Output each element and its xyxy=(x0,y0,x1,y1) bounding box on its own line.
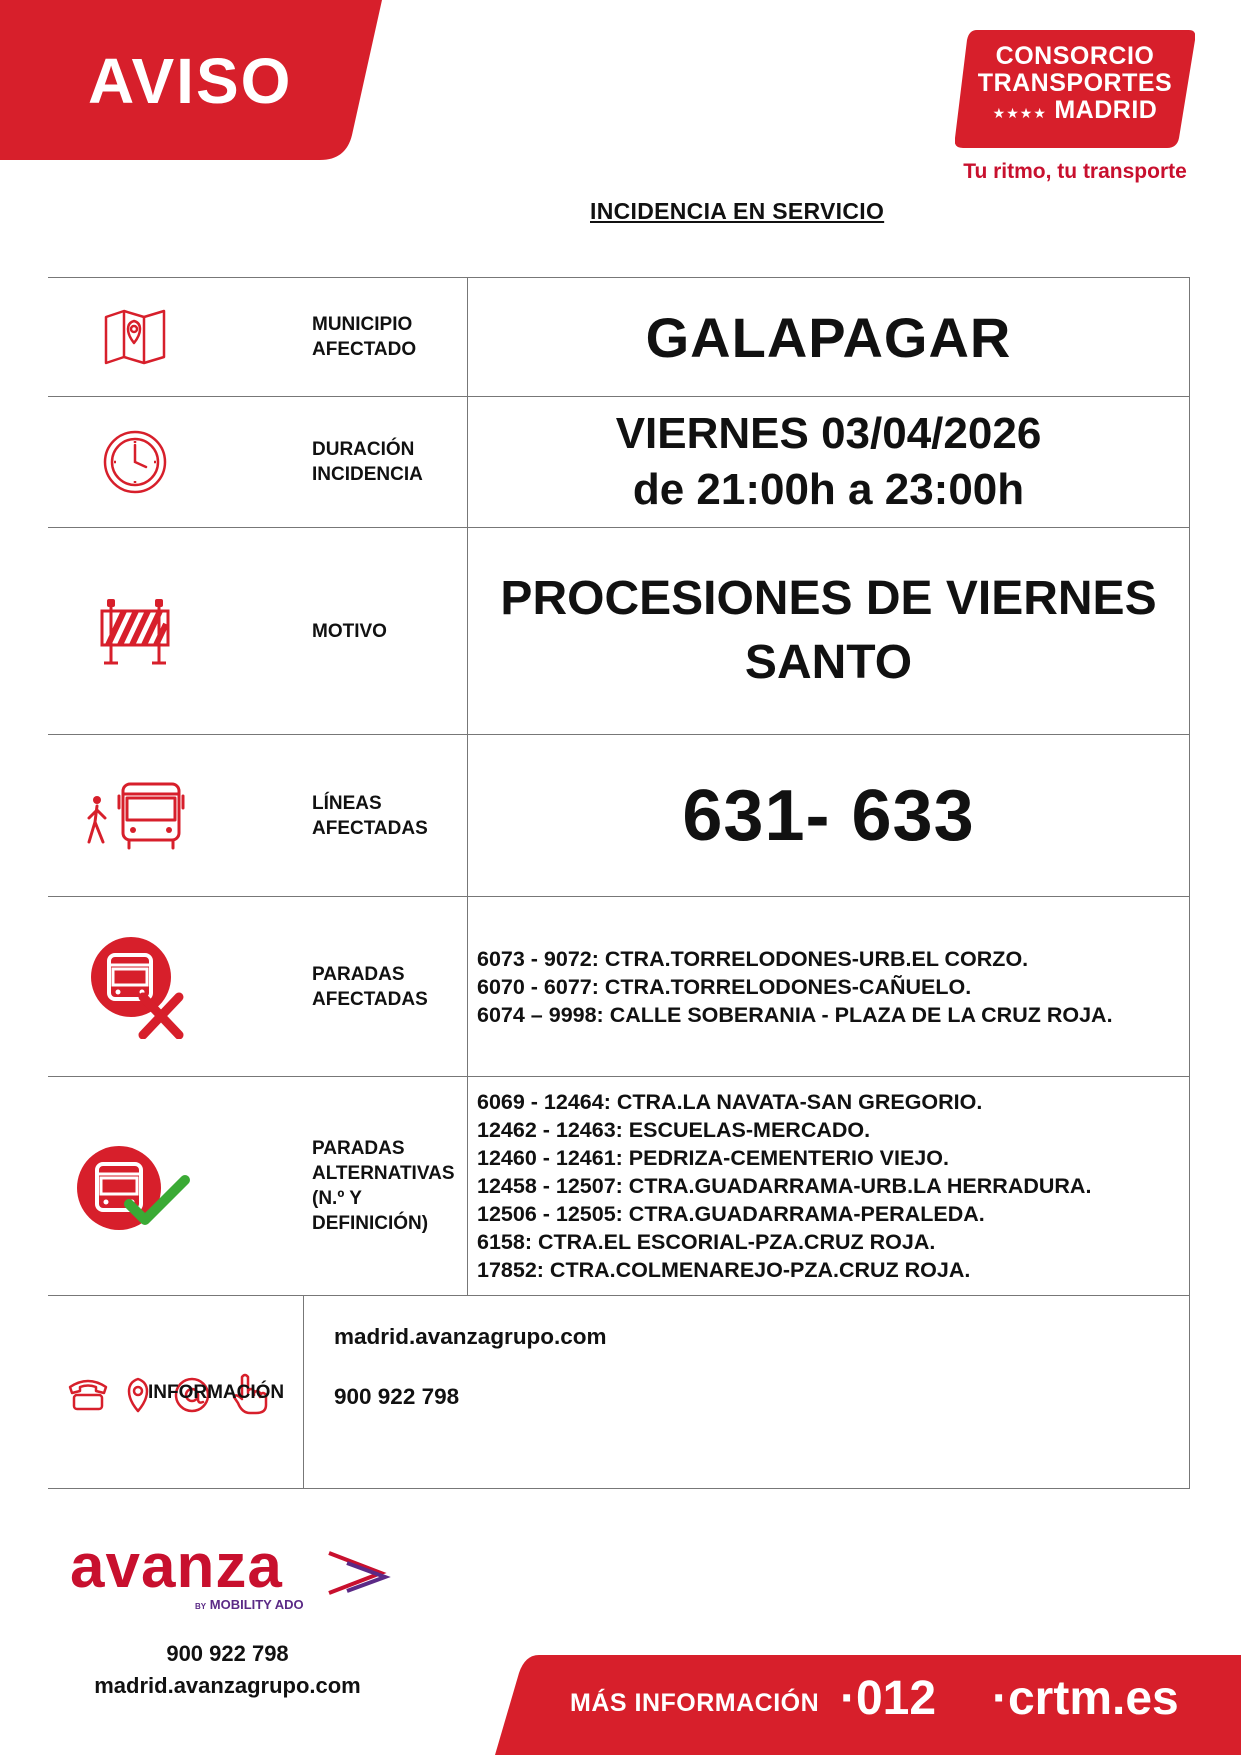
incident-table xyxy=(48,277,1190,1489)
row-paradas-alternativas xyxy=(48,1077,1190,1296)
roadblock-icon xyxy=(48,528,302,734)
avanza-sub-prefix: BY xyxy=(195,1602,207,1611)
more-info-label: MÁS INFORMACIÓN xyxy=(570,1689,820,1717)
label-municipio: MUNICIPIO AFECTADO xyxy=(312,314,417,360)
row-motivo xyxy=(48,528,1190,735)
list-item: 6074 – 9998: CALLE SOBERANIA - PLAZA DE LA CRUZ ROJA. xyxy=(477,1002,1113,1027)
list-item: 12460 - 12461: PEDRIZA-CEMENTERIO VIEJO. xyxy=(477,1146,949,1170)
bus-stop-ok-icon xyxy=(48,1077,302,1295)
bus-pedestrian-icon xyxy=(48,735,302,896)
label-paradas-alternativas: PARADAS ALTERNATIVAS (N.º Y DEFINICIÓN) xyxy=(312,1138,455,1234)
phone-icon xyxy=(70,1381,106,1409)
label-paradas-afectadas: PARADAS AFECTADAS xyxy=(312,963,428,1010)
duracion-date: VIERNES 03/04/2026 xyxy=(615,409,1042,458)
label-informacion: INFORMACIÓN xyxy=(148,1381,285,1403)
logo-stars: ★★★★ xyxy=(992,105,1047,121)
row-municipio xyxy=(48,278,1190,397)
list-item: 6158: CTRA.EL ESCORIAL-PZA.CRUZ ROJA. xyxy=(477,1230,936,1254)
list-item: 12506 - 12505: CTRA.GUADARRAMA-PERALEDA. xyxy=(477,1202,985,1226)
value-municipio: GALAPAGAR xyxy=(467,278,1190,396)
slogan: Tu ritmo, tu transporte xyxy=(963,160,1187,183)
logo-line-3-text: MADRID xyxy=(1054,96,1158,124)
list-item: 6069 - 12464: CTRA.LA NAVATA-SAN GREGORIO. xyxy=(477,1090,983,1114)
row-informacion xyxy=(48,1296,1190,1489)
crtm-logo xyxy=(955,30,1195,148)
info-contacts xyxy=(303,1296,1190,1488)
footer-info-banner xyxy=(495,1655,1241,1755)
info-phone[interactable]: 900 922 798 xyxy=(334,1384,460,1409)
logo-line-3 xyxy=(955,97,1195,127)
paradas-alternativas-list xyxy=(467,1077,1190,1295)
row-lineas xyxy=(48,735,1190,897)
footer-web-link[interactable]: madrid.avanzagrupo.com xyxy=(94,1673,361,1698)
avanza-wordmark: avanza xyxy=(70,1532,283,1601)
page-title: INCIDENCIA EN SERVICIO xyxy=(590,198,885,224)
list-item: 17852: CTRA.COLMENAREJO-PZA.CRUZ ROJA. xyxy=(477,1258,971,1282)
value-motivo xyxy=(467,528,1190,734)
crtm-web-link[interactable]: ·crtm.es xyxy=(992,1672,1179,1725)
logo-line-1: CONSORCIO xyxy=(995,42,1155,70)
motivo-line-1: PROCESIONES DE VIERNES xyxy=(500,572,1157,625)
aviso-title: AVISO xyxy=(88,45,293,117)
label-lineas: LÍNEAS AFECTADAS xyxy=(312,792,428,839)
value-duracion xyxy=(467,397,1190,527)
avanza-logo xyxy=(70,1532,410,1615)
duracion-time: de 21:00h a 23:00h xyxy=(632,465,1025,514)
footer-phone[interactable]: 900 922 798 xyxy=(166,1641,289,1666)
map-pin-icon xyxy=(48,278,302,396)
logo-line-2: TRANSPORTES xyxy=(977,69,1173,97)
row-duracion xyxy=(48,397,1190,528)
paradas-afectadas-list xyxy=(467,897,1190,1076)
list-item: 6073 - 9072: CTRA.TORRELODONES-URB.EL CORZO. xyxy=(477,946,1029,971)
avanza-sub-name: MOBILITY ADO xyxy=(209,1597,304,1612)
clock-icon xyxy=(48,397,302,527)
value-lineas: 631- 633 xyxy=(467,735,1190,896)
list-item: 6070 - 6077: CTRA.TORRELODONES-CAÑUELO. xyxy=(477,974,972,999)
aviso-banner xyxy=(0,0,385,162)
avanza-chevron-icon xyxy=(325,1549,405,1599)
row-paradas-afectadas xyxy=(48,897,1190,1077)
label-motivo: MOTIVO xyxy=(312,620,387,642)
label-duracion: DURACIÓN INCIDENCIA xyxy=(312,439,423,485)
info-web-link[interactable]: madrid.avanzagrupo.com xyxy=(334,1324,607,1349)
motivo-line-2: SANTO xyxy=(744,636,913,689)
bus-stop-cancelled-icon xyxy=(48,897,302,1076)
list-item: 12462 - 12463: ESCUELAS-MERCADO. xyxy=(477,1118,871,1142)
avanza-subbrand xyxy=(195,1597,304,1612)
list-item: 12458 - 12507: CTRA.GUADARRAMA-URB.LA HERRADURA. xyxy=(477,1174,1092,1198)
info-phone-012[interactable]: ·012 xyxy=(840,1672,937,1725)
